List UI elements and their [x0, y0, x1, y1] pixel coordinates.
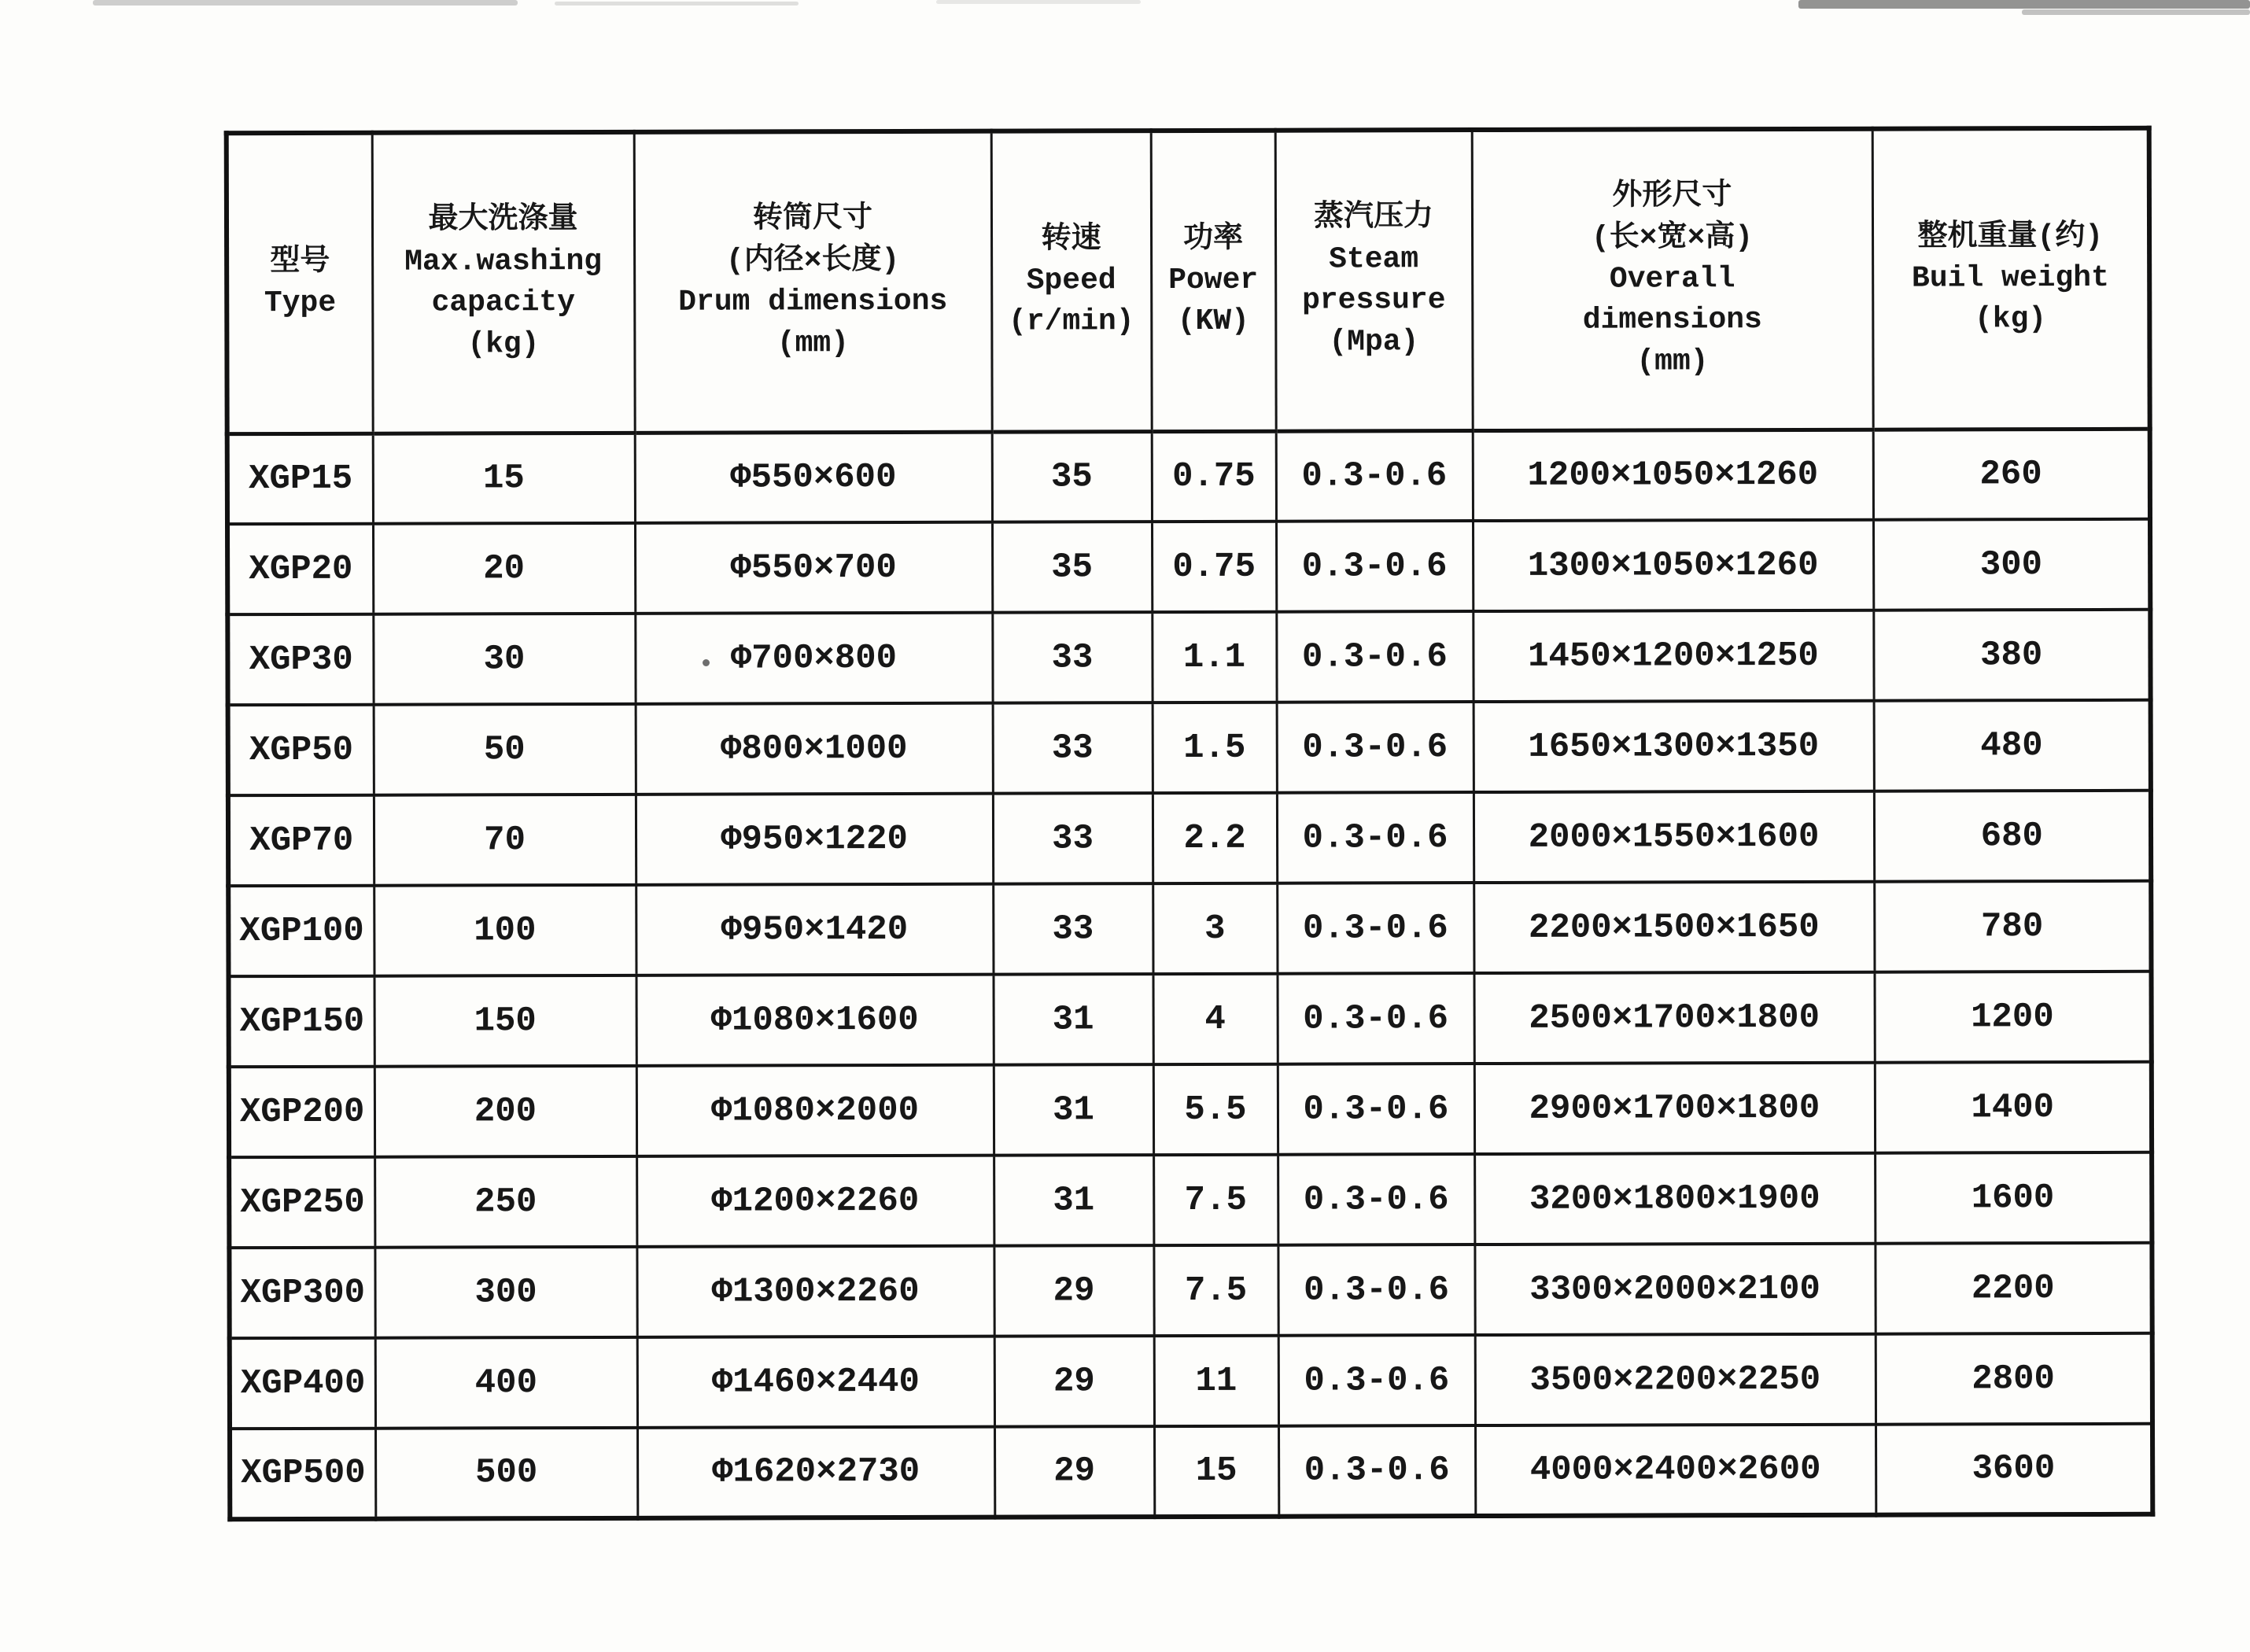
- header-line: Speed: [1026, 264, 1116, 298]
- cell-overall: 1200×1050×1260: [1473, 430, 1873, 521]
- cell-overall: 2900×1700×1800: [1474, 1063, 1875, 1154]
- cell-steam: 0.3-0.6: [1277, 883, 1474, 974]
- cell-overall: 1450×1200×1250: [1473, 610, 1873, 702]
- table-row: [227, 610, 2150, 705]
- header-line: 型号: [270, 245, 330, 279]
- header-line: 蒸汽压力: [1313, 201, 1434, 235]
- header-line: Power: [1168, 263, 1259, 298]
- cell-drum: Φ1300×2260: [636, 1246, 994, 1337]
- cell-drum: Φ700×800: [635, 613, 992, 704]
- cell-power: 0.75: [1152, 522, 1276, 612]
- header-line: 外形尺寸: [1612, 179, 1732, 214]
- cell-type: XGP150: [229, 976, 374, 1067]
- cell-overall: 3300×2000×2100: [1474, 1244, 1875, 1335]
- cell-type: XGP20: [227, 524, 373, 614]
- cell-overall: 3200×1800×1900: [1474, 1153, 1875, 1245]
- cell-speed: 31: [994, 1064, 1153, 1156]
- cell-type: XGP300: [229, 1248, 374, 1338]
- cell-weight: 300: [1873, 519, 2150, 610]
- cell-drum: Φ550×600: [635, 432, 992, 523]
- cell-capacity: 20: [373, 523, 635, 614]
- cell-capacity: 100: [374, 885, 636, 976]
- cell-speed: 33: [993, 793, 1153, 884]
- header-line: 整机重量(约): [1917, 219, 2104, 255]
- table-body: [227, 429, 2153, 1519]
- cell-drum: Φ1080×1600: [636, 975, 994, 1066]
- cell-type: XGP500: [230, 1429, 375, 1519]
- cell-capacity: 150: [374, 975, 636, 1067]
- header-line: (KW): [1177, 304, 1249, 339]
- cell-steam: 0.3-0.6: [1278, 1064, 1474, 1155]
- scan-artifact: [555, 2, 799, 6]
- cell-power: 0.75: [1152, 431, 1276, 522]
- header-cell-capacity: [372, 132, 635, 433]
- header-line: Steam: [1329, 242, 1419, 277]
- cell-speed: 29: [994, 1336, 1154, 1427]
- header-line: (kg): [467, 326, 540, 362]
- cell-steam: 0.3-0.6: [1276, 430, 1473, 522]
- washer-spec-table: [224, 126, 2156, 1521]
- table-row: [229, 1243, 2152, 1338]
- cell-power: 11: [1154, 1336, 1278, 1426]
- cell-drum: Φ950×1220: [636, 794, 993, 885]
- header-line: 最大洗涤量: [428, 203, 578, 238]
- header-line: (长×宽×高): [1591, 220, 1754, 256]
- cell-speed: 33: [992, 612, 1152, 703]
- scan-artifact: [2022, 9, 2250, 15]
- cell-drum: Φ950×1420: [636, 884, 993, 975]
- header-line: (Mpa): [1329, 324, 1419, 360]
- cell-type: XGP200: [229, 1067, 374, 1157]
- cell-weight: 1600: [1875, 1152, 2152, 1244]
- cell-overall: 3500×2200×2250: [1475, 1334, 1876, 1425]
- header-line: capacity: [431, 286, 576, 320]
- cell-weight: 780: [1874, 881, 2151, 972]
- cell-weight: 2200: [1875, 1243, 2152, 1334]
- cell-speed: 33: [993, 883, 1153, 975]
- table-row: [230, 1333, 2152, 1429]
- cell-steam: 0.3-0.6: [1276, 521, 1473, 612]
- cell-speed: 31: [994, 1155, 1153, 1246]
- cell-speed: 29: [994, 1245, 1153, 1337]
- table-row: [227, 519, 2150, 614]
- header-line: Type: [264, 286, 337, 321]
- scan-artifact: [93, 0, 518, 6]
- cell-overall: 1650×1300×1350: [1474, 701, 1874, 792]
- header-cell-speed: [991, 131, 1152, 432]
- header-row: [227, 128, 2150, 433]
- cell-capacity: 70: [374, 795, 636, 886]
- table-row: [229, 972, 2152, 1067]
- cell-drum: Φ800×1000: [636, 703, 993, 795]
- cell-capacity: 50: [374, 704, 636, 795]
- header-line: 功率: [1182, 222, 1244, 256]
- scan-artifact: [936, 0, 1141, 4]
- cell-power: 7.5: [1153, 1155, 1278, 1245]
- cell-power: 1.5: [1153, 702, 1277, 793]
- table-row: [229, 1152, 2152, 1248]
- cell-weight: 680: [1874, 791, 2151, 882]
- cell-weight: 1200: [1874, 972, 2151, 1063]
- header-line: (mm): [1636, 345, 1709, 379]
- spec-table-wrapper: [224, 126, 2151, 1521]
- cell-drum: Φ1200×2260: [636, 1156, 994, 1247]
- cell-steam: 0.3-0.6: [1278, 1335, 1475, 1426]
- cell-power: 3: [1153, 883, 1277, 974]
- cell-capacity: 400: [375, 1337, 637, 1429]
- header-line: Max.washing: [404, 244, 603, 279]
- header-cell-drum: [634, 131, 992, 433]
- header-cell-steam: [1275, 130, 1473, 431]
- cell-weight: 380: [1873, 610, 2150, 701]
- cell-drum: Φ550×700: [635, 522, 992, 614]
- cell-speed: 29: [994, 1426, 1154, 1517]
- cell-capacity: 30: [373, 614, 635, 705]
- cell-weight: 3600: [1876, 1424, 2152, 1515]
- cell-weight: 2800: [1876, 1333, 2152, 1425]
- header-line: Drum dimensions: [678, 285, 948, 319]
- cell-speed: 35: [992, 522, 1152, 613]
- cell-steam: 0.3-0.6: [1278, 973, 1474, 1064]
- cell-type: XGP100: [228, 886, 374, 976]
- cell-weight: 480: [1874, 700, 2151, 791]
- header-line: (mm): [776, 326, 850, 361]
- scan-artifact: [1798, 0, 2250, 9]
- cell-speed: 33: [993, 702, 1153, 794]
- table-row: [230, 1424, 2152, 1519]
- cell-power: 2.2: [1153, 793, 1277, 883]
- cell-capacity: 300: [374, 1247, 636, 1338]
- cell-type: XGP50: [228, 705, 374, 795]
- cell-type: XGP30: [227, 614, 373, 705]
- table-row: [227, 429, 2150, 524]
- cell-drum: Φ1080×2000: [636, 1065, 994, 1156]
- header-line: 转速: [1041, 222, 1101, 257]
- header-line: pressure: [1301, 283, 1446, 318]
- cell-steam: 0.3-0.6: [1276, 611, 1473, 702]
- cell-type: XGP15: [227, 433, 373, 524]
- cell-capacity: 200: [374, 1066, 636, 1157]
- cell-steam: 0.3-0.6: [1277, 702, 1474, 793]
- table-header: [227, 128, 2150, 433]
- cell-weight: 1400: [1875, 1062, 2152, 1153]
- cell-capacity: 250: [374, 1156, 636, 1248]
- cell-overall: 2500×1700×1800: [1474, 972, 1875, 1064]
- cell-steam: 0.3-0.6: [1277, 792, 1474, 883]
- cell-type: XGP250: [229, 1157, 374, 1248]
- cell-type: XGP400: [230, 1338, 375, 1429]
- header-line: dimensions: [1582, 303, 1762, 338]
- cell-power: 7.5: [1153, 1245, 1278, 1336]
- cell-speed: 35: [992, 431, 1152, 522]
- cell-steam: 0.3-0.6: [1278, 1154, 1474, 1245]
- header-line: (r/min): [1008, 304, 1134, 340]
- table-row: [228, 791, 2151, 886]
- cell-overall: 1300×1050×1260: [1473, 520, 1873, 611]
- header-cell-power: [1151, 131, 1276, 431]
- cell-power: 1.1: [1152, 612, 1276, 702]
- cell-overall: 2000×1550×1600: [1474, 791, 1874, 883]
- cell-overall: 2200×1500×1650: [1474, 882, 1874, 973]
- header-cell-weight: [1872, 128, 2150, 430]
- header-cell-overall: [1472, 129, 1873, 430]
- cell-overall: 4000×2400×2600: [1475, 1425, 1876, 1516]
- cell-steam: 0.3-0.6: [1278, 1245, 1474, 1336]
- table-row: [228, 881, 2151, 976]
- cell-power: 5.5: [1153, 1064, 1278, 1155]
- header-line: 转筒尺寸: [752, 202, 873, 237]
- cell-speed: 31: [994, 974, 1153, 1065]
- header-line: (kg): [1974, 302, 2047, 337]
- header-cell-type: [227, 133, 373, 433]
- cell-type: XGP70: [228, 795, 374, 886]
- cell-drum: Φ1460×2440: [637, 1337, 994, 1428]
- header-line: (内径×长度): [725, 243, 900, 278]
- cell-capacity: 500: [375, 1428, 637, 1519]
- header-line: Overall: [1609, 262, 1735, 297]
- cell-drum: Φ1620×2730: [637, 1427, 994, 1518]
- table-row: [228, 700, 2151, 795]
- table-row: [229, 1062, 2152, 1157]
- cell-power: 15: [1154, 1426, 1278, 1517]
- cell-weight: 260: [1873, 429, 2150, 520]
- cell-capacity: 15: [373, 433, 635, 524]
- cell-steam: 0.3-0.6: [1278, 1425, 1475, 1517]
- cell-power: 4: [1153, 974, 1278, 1064]
- header-line: Buil weight: [1911, 260, 2109, 296]
